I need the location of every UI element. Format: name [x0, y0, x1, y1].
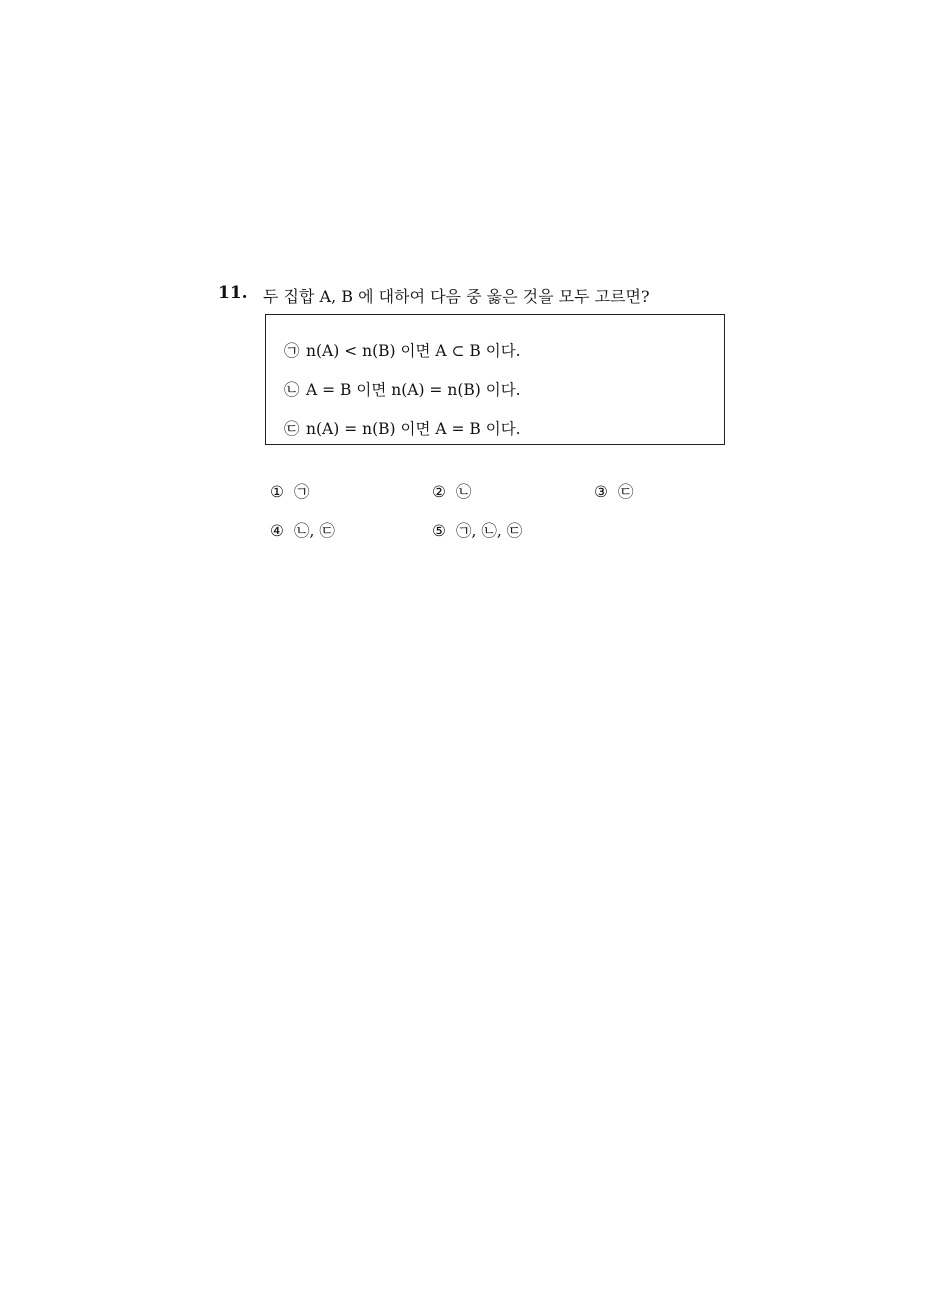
- statement-text: n(A) = n(B) 이면 A = B 이다.: [306, 420, 521, 438]
- choice-number: ④: [270, 522, 284, 540]
- choice-text: ㉡, ㉢: [294, 522, 335, 540]
- statement-marker: ㉢: [284, 420, 300, 438]
- statement-text: A = B 이면 n(A) = n(B) 이다.: [306, 381, 521, 399]
- statement-3: [284, 417, 521, 439]
- choice-1[interactable]: [270, 480, 310, 502]
- statement-2: [284, 378, 521, 400]
- choice-5[interactable]: [432, 519, 522, 541]
- choice-text: ㉡: [456, 483, 472, 501]
- statement-1: [284, 339, 521, 361]
- choice-3[interactable]: [594, 480, 634, 502]
- choice-2[interactable]: [432, 480, 472, 502]
- choice-number: ①: [270, 483, 284, 501]
- statement-marker: ㉠: [284, 342, 300, 360]
- choice-number: ②: [432, 483, 446, 501]
- statement-box: [265, 314, 725, 445]
- choice-number: ⑤: [432, 522, 446, 540]
- statement-text: n(A) < n(B) 이면 A ⊂ B 이다.: [306, 342, 521, 360]
- question-text: 두 집합 A, B 에 대하여 다음 중 옳은 것을 모두 고르면?: [263, 287, 650, 306]
- question-number: 11.: [218, 283, 248, 303]
- choice-text: ㉠, ㉡, ㉢: [456, 522, 523, 540]
- choice-text: ㉠: [294, 483, 310, 501]
- choice-4[interactable]: [270, 519, 335, 541]
- choice-text: ㉢: [618, 483, 634, 501]
- choice-number: ③: [594, 483, 608, 501]
- statement-marker: ㉡: [284, 381, 300, 399]
